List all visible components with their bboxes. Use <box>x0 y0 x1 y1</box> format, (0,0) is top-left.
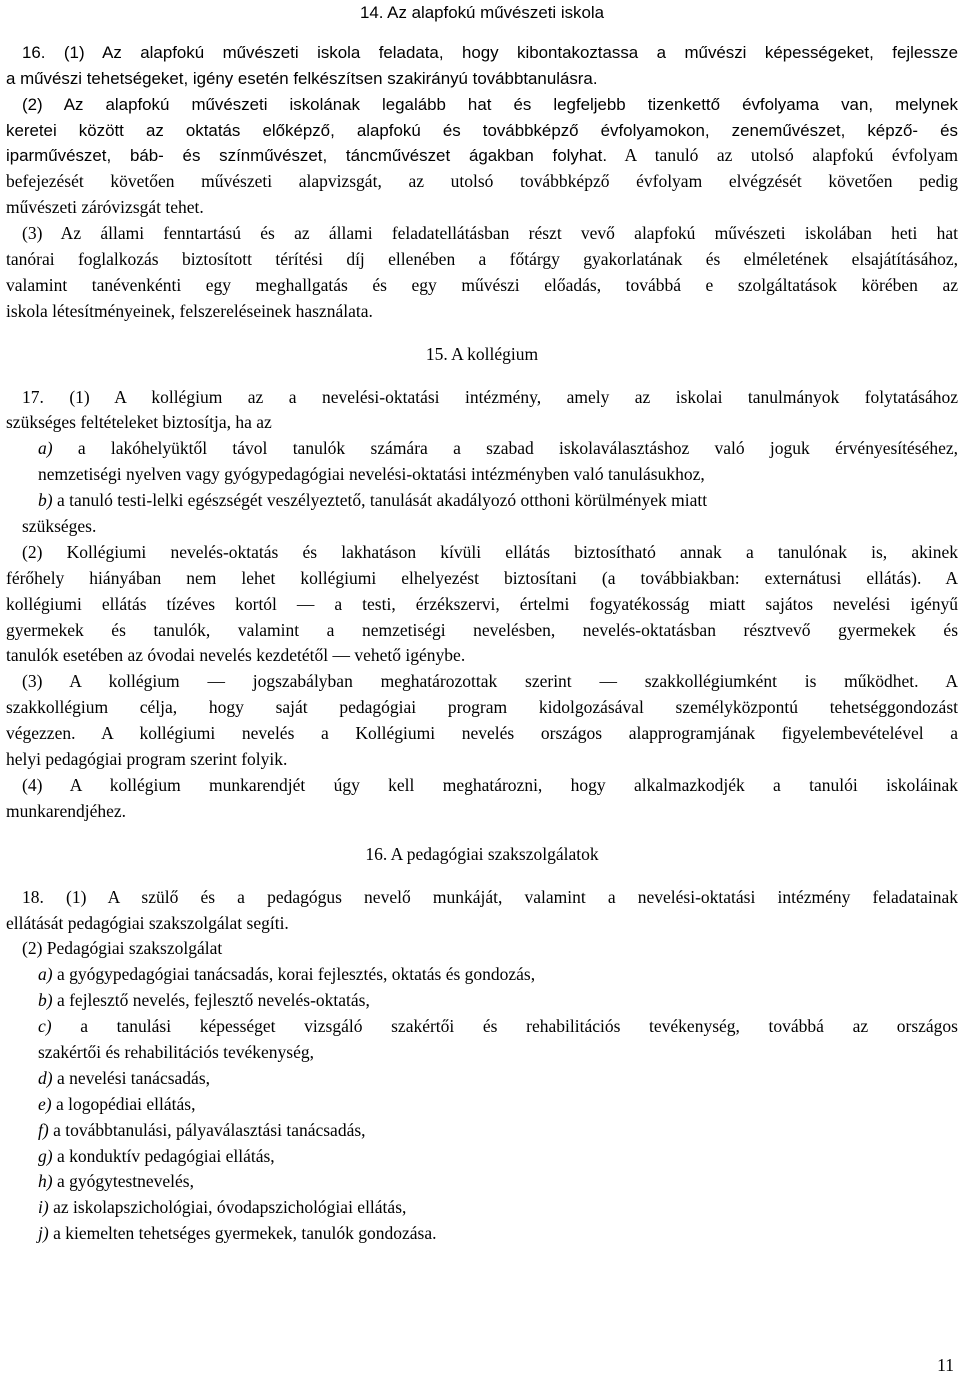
sec14-p2-line5: művészeti záróvizsgát tehet. <box>6 197 204 218</box>
sec14-p2-line4: befejezését követően művészeti alapvizsgát, az utolsó továbbképző évfolyam elvégzését követően pedig <box>6 171 958 192</box>
list-item-e: e) a logopédiai ellátás, <box>38 1093 196 1114</box>
list-item-a: a) a gyógypedagógiai tanácsadás, korai fejlesztés, oktatás és gondozás, <box>38 964 536 985</box>
sec14-p1-line2: a művészi tehetségeket, igény esetén felkészítsen szakirányú továbbtanulásra. <box>6 68 598 88</box>
sec15-item-a-line2: nemzetiségi nyelven vagy gyógypedagógiai nevelési-oktatási intézményben való tanulásukhoz, <box>38 464 705 485</box>
sec15-p3-line4: helyi pedagógiai program szerint folyik. <box>6 749 288 770</box>
document-body <box>6 0 958 1247</box>
sec16-p2-intro: (2) Pedagógiai szakszolgálat <box>22 938 223 959</box>
list-item-i: i) az iskolapszichológiai, óvodapszichológiai ellátás, <box>38 1197 407 1218</box>
sec15-p3-line2: szakkollégium célja, hogy saját pedagógiai program kidolgozásával személyközpontú tehetséggondozást <box>6 697 958 718</box>
list-item-b: b) a fejlesztő nevelés, fejlesztő nevelés-oktatás, <box>38 990 370 1011</box>
sec16-p1-line1: 18. (1) A szülő és a pedagógus nevelő munkáját, valamint a nevelési-oktatási intézmény feladatainak <box>22 886 958 907</box>
sec14-p1-line1: 16. (1) Az alapfokú művészeti iskola feladata, hogy kibontakoztassa a művészi képességeket, fejlessze <box>22 42 958 62</box>
sec15-p1-line2: szükséges feltételeket biztosítja, ha az <box>6 412 272 433</box>
sec15-p3-line3: végezzen. A kollégiumi nevelés a Kollégiumi nevelés országos alapprogramjának figyelembevételével a <box>6 723 958 744</box>
list-item-j: j) a kiemelten tehetséges gyermekek, tanulók gondozása. <box>38 1223 437 1244</box>
list-item-c-cont: szakértői és rehabilitációs tevékenység, <box>38 1041 315 1062</box>
section-title-14: 14. Az alapfokú művészeti iskola <box>359 3 605 22</box>
list-item-d: d) a nevelési tanácsadás, <box>38 1067 211 1088</box>
sec14-p3-line4: iskola létesítményeinek, felszereléseinek használata. <box>6 300 373 321</box>
sec15-p4-line2: munkarendjéhez. <box>6 800 127 821</box>
sec15-p3-line1: (3) A kollégium — jogszabályban meghatározottak szerint — szakkollégiumként is működhet. A <box>22 671 958 692</box>
list-item-h: h) a gyógytestnevelés, <box>38 1171 194 1192</box>
sec15-p4-line1: (4) A kollégium munkarendjét úgy kell meghatározni, hogy alkalmazkodjék a tanulói iskoláinak <box>22 774 958 795</box>
section-title-16: 16. A pedagógiai szakszolgálatok <box>365 843 599 864</box>
list-item-g: g) a konduktív pedagógiai ellátás, <box>38 1145 275 1166</box>
list-item-c: c) a tanulási képességet vizsgáló szakértői és rehabilitációs tevékenység, továbbá az országos <box>38 1016 958 1037</box>
sec15-item-a-line1: a) a lakóhelyüktől távol tanulók számára a szabad iskolaválasztáshoz való joguk érvényesítéséhez, <box>38 438 958 459</box>
sec15-p2-line2: férőhely hiányában nem lehet kollégiumi elhelyezést biztosítani (a továbbiakban: externátusi ellátás). A <box>6 567 958 588</box>
sec15-p2-line3: kollégiumi ellátás tízéves kortól — a testi, érzékszervi, értelmi fogyatékosság miatt sajátos nevelési igényű <box>6 593 958 614</box>
sec15-p2-line1: (2) Kollégiumi nevelés-oktatás és lakhatáson kívüli ellátás biztosítható annak a tanulónak is, akinek <box>22 541 958 562</box>
sec14-p2-line2: keretei között az oktatás előképző, alapfokú és továbbképző évfolyamokon, zeneművészet, képző- és <box>6 120 958 140</box>
sec15-p1-line1: 17. (1) A kollégium az a nevelési-oktatási intézmény, amely az iskolai tanulmányok folytatásához <box>22 386 958 407</box>
section-title-15: 15. A kollégium <box>425 343 539 364</box>
sec15-item-b-line1: b) a tanuló testi-lelki egészségét veszélyeztető, tanulását akadályozó otthoni körülmények miatt <box>38 490 708 511</box>
sec15-item-b-line2: szükséges. <box>22 516 97 537</box>
sec15-p2-line5: tanulók esetében az óvodai nevelés kezdetétől — vehető igénybe. <box>6 645 466 666</box>
page-number: 11 <box>937 1355 954 1375</box>
sec14-p2-line3: iparművészet, báb- és színművészet, táncművészet ágakban folyhat. A tanuló az utolsó alapfokú évfolyam <box>6 145 958 166</box>
list-item-f: f) a továbbtanulási, pályaválasztási tanácsadás, <box>38 1119 366 1140</box>
sec14-p3-line2: tanórai foglalkozás biztosított térítési díj ellenében a főtárgy gyakorlatának és elméletének elsajátításához, <box>6 249 958 270</box>
sec16-p1-line2: ellátását pedagógiai szakszolgálat segíti. <box>6 912 289 933</box>
sec14-p3-line1: (3) Az állami fenntartású és az állami feladatellátásban részt vevő alapfokú művészeti iskolában heti hat <box>22 223 958 244</box>
sec15-p2-line4: gyermekek és tanulók, valamint a nemzetiségi nevelésben, nevelés-oktatásban résztvevő gyermekek és <box>6 619 958 640</box>
sec14-p3-line3: valamint tanévenkénti egy meghallgatás és egy művészi előadás, továbbá e szolgáltatások körében az <box>6 274 958 295</box>
sec14-p2-line1: (2) Az alapfokú művészeti iskolának legalább hat és legfeljebb tizenkettő évfolyama van, melynek <box>22 94 958 114</box>
